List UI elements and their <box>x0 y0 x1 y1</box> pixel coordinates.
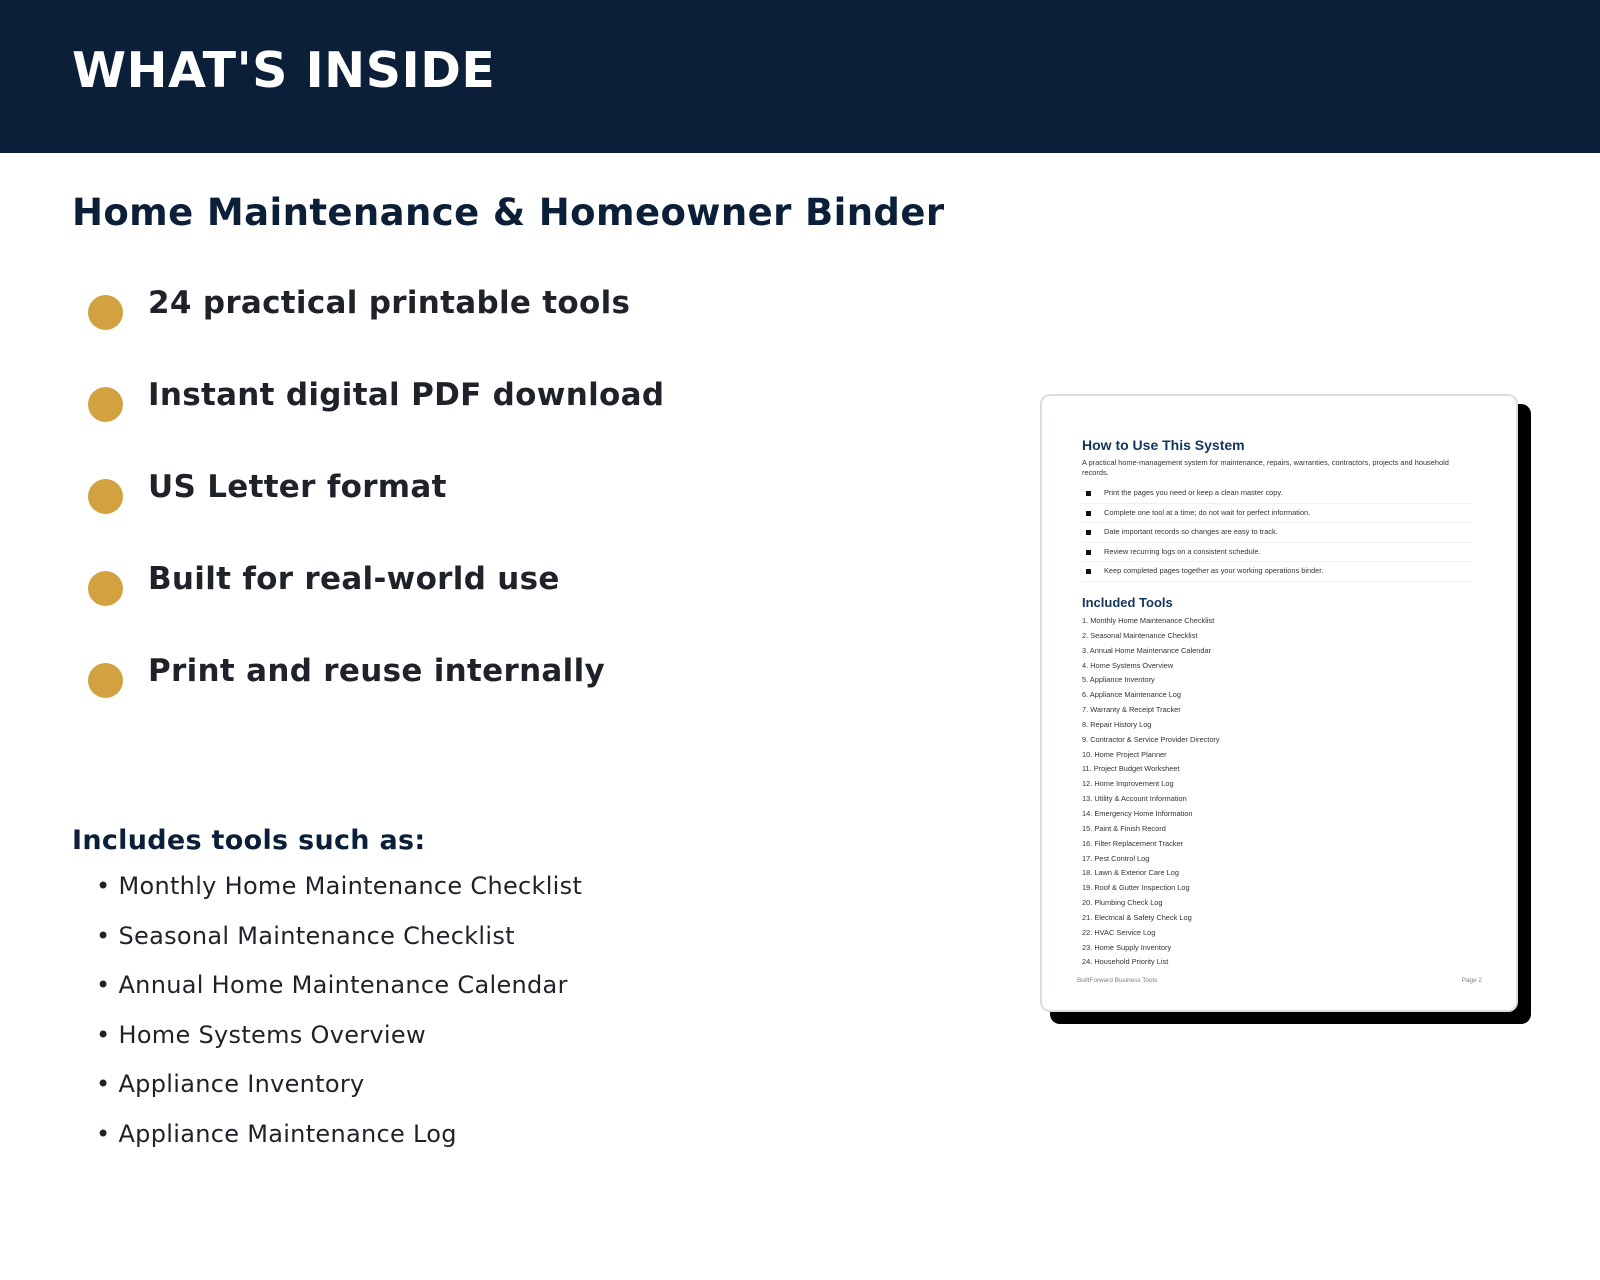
preview-tool-item: 21. Electrical & Safety Check Log <box>1082 912 1192 922</box>
preview-tool-item: 9. Contractor & Service Provider Directory <box>1082 734 1220 744</box>
document-preview <box>1040 394 1518 1012</box>
tools-heading: Includes tools such as: <box>72 825 426 856</box>
tool-name: Seasonal Maintenance Checklist <box>118 921 515 950</box>
preview-tool-item: 4. Home Systems Overview <box>1082 660 1174 670</box>
banner-title: WHAT'S INSIDE <box>72 42 496 99</box>
preview-tool-item: 5. Appliance Inventory <box>1082 675 1155 685</box>
bullet-dot-icon <box>88 571 123 606</box>
bullet-icon: • <box>96 971 111 1000</box>
tool-name: Appliance Maintenance Log <box>118 1119 457 1148</box>
list-item <box>96 1118 582 1168</box>
product-title: Home Maintenance & Homeowner Binder <box>72 191 945 234</box>
preview-step <box>1082 523 1472 543</box>
preview-tool-item: 23. Home Supply Inventory <box>1082 942 1172 952</box>
preview-tool-item: 7. Warranty & Receipt Tracker <box>1082 705 1181 715</box>
preview-tool-item: 19. Roof & Gutter Inspection Log <box>1082 883 1190 893</box>
preview-step <box>1082 484 1472 504</box>
feature-text: US Letter format <box>148 469 447 505</box>
square-bullet-icon <box>1086 550 1091 555</box>
preview-step-text: Date important records so changes are easy to track. <box>1104 527 1278 536</box>
bullet-icon: • <box>96 1070 111 1099</box>
top-banner <box>0 0 1600 153</box>
tool-name: Appliance Inventory <box>118 1070 365 1099</box>
feature-text: Instant digital PDF download <box>148 377 665 413</box>
bullet-icon: • <box>96 872 111 900</box>
feature-text: Built for real-world use <box>148 561 560 597</box>
preview-intro: A practical home-management system for maintenance, repairs, warranties, contractors, projects and household records. <box>1082 458 1449 477</box>
preview-tool-item: 16. Filter Replacement Tracker <box>1082 838 1184 848</box>
preview-tools-title: Included Tools <box>1082 595 1173 610</box>
preview-page-number: Page 2 <box>1461 977 1482 984</box>
square-bullet-icon <box>1086 511 1091 516</box>
square-bullet-icon <box>1086 491 1091 496</box>
feature-text: Print and reuse internally <box>148 653 606 689</box>
preview-tool-item: 6. Appliance Maintenance Log <box>1082 690 1182 700</box>
preview-step <box>1082 543 1472 563</box>
preview-footer-brand: BuiltForward Business Tools <box>1077 977 1158 984</box>
preview-tool-item: 14. Emergency Home Information <box>1082 808 1193 818</box>
preview-tool-item: 17. Pest Control Log <box>1082 853 1150 863</box>
preview-tool-item: 15. Paint & Finish Record <box>1082 823 1166 833</box>
list-item <box>96 969 582 1019</box>
preview-tool-item: 1. Monthly Home Maintenance Checklist <box>1082 616 1215 625</box>
preview-step-text: Review recurring logs on a consistent schedule. <box>1104 546 1261 556</box>
tools-list <box>96 870 582 1168</box>
bullet-dot-icon <box>88 663 123 698</box>
list-item <box>96 1068 582 1118</box>
preview-tool-item: 8. Repair History Log <box>1082 719 1152 729</box>
tool-name: Annual Home Maintenance Calendar <box>118 971 568 1000</box>
preview-tool-item: 12. Home Improvement Log <box>1082 779 1174 789</box>
preview-steps <box>1082 484 1472 582</box>
preview-tool-item: 10. Home Project Planner <box>1082 749 1167 759</box>
feature-text: 24 practical printable tools <box>148 285 631 321</box>
list-item <box>96 870 582 920</box>
list-item <box>96 920 582 970</box>
preview-tool-item: 2. Seasonal Maintenance Checklist <box>1082 630 1198 640</box>
preview-step-text: Print the pages you need or keep a clean master copy. <box>1104 488 1283 497</box>
preview-step <box>1082 504 1472 524</box>
bullet-icon: • <box>96 1020 111 1049</box>
bullet-dot-icon <box>88 387 123 422</box>
tool-name: Home Systems Overview <box>118 1020 426 1049</box>
bullet-icon: • <box>96 1119 111 1148</box>
preview-step-text: Keep completed pages together as your working operations binder. <box>1104 566 1324 575</box>
preview-step <box>1082 562 1472 582</box>
preview-tool-item: 11. Project Budget Worksheet <box>1082 764 1180 774</box>
preview-tool-item: 24. Household Priority List <box>1082 957 1169 967</box>
preview-tool-item: 13. Utility & Account Information <box>1082 794 1187 804</box>
tool-name: Monthly Home Maintenance Checklist <box>118 872 583 900</box>
bullet-dot-icon <box>88 295 123 330</box>
bullet-dot-icon <box>88 479 123 514</box>
list-item <box>96 1019 582 1069</box>
preview-tools-list <box>1082 616 1220 972</box>
square-bullet-icon <box>1086 530 1091 535</box>
preview-tool-item: 3. Annual Home Maintenance Calendar <box>1082 645 1212 655</box>
square-bullet-icon <box>1086 569 1091 574</box>
preview-tool-item: 22. HVAC Service Log <box>1082 927 1156 937</box>
preview-tool-item: 20. Plumbing Check Log <box>1082 898 1163 908</box>
bullet-icon: • <box>96 921 111 950</box>
preview-title: How to Use This System <box>1082 437 1245 453</box>
preview-step-text: Complete one tool at a time; do not wait for perfect information. <box>1104 507 1311 517</box>
preview-tool-item: 18. Lawn & Exterior Care Log <box>1082 868 1179 878</box>
